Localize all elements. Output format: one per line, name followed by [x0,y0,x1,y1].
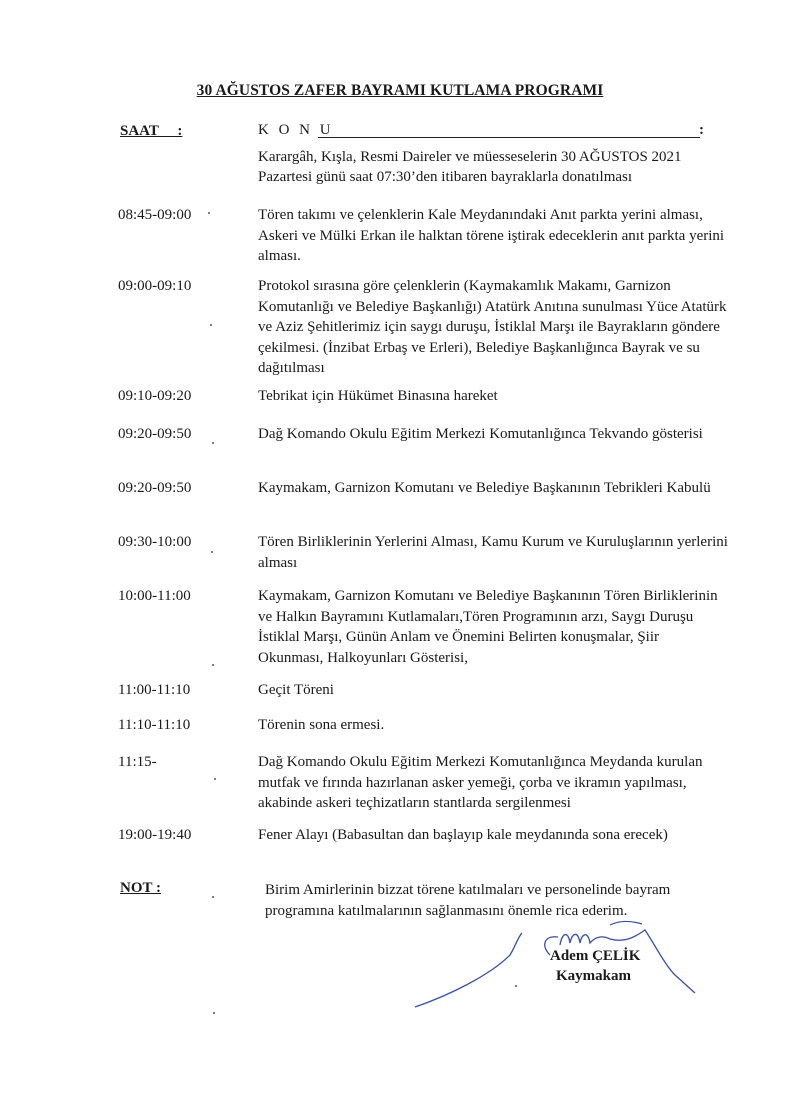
scan-speck [515,985,517,987]
signatory-name: Adem ÇELİK [550,948,641,964]
schedule-time: 08:45-09:00 [118,207,192,223]
scan-speck [208,212,210,214]
signatory-title: Kaymakam [556,968,631,984]
topic-header-underline [318,137,700,138]
signature-scribble [410,915,710,1015]
schedule-description: Geçit Töreni [258,682,334,698]
schedule-time: 09:20-09:50 [118,426,192,442]
schedule-description: Kaymakam, Garnizon Komutanı ve Belediye Başkanının Tören Birliklerinin ve Halkın Bayramını Kutlamaları,Tören Programının arzı, Saygı Duruşu İstiklal Marşı, Günün Anlam ve Önemini Belirten konuşmalar, Şiir Okunması, Halkoyunları Gösterisi, [258,588,718,666]
schedule-description: Tören Birliklerinin Yerlerini Alması, Kamu Kurum ve Kuruluşlarının yerlerini alması [258,534,728,571]
topic-column-header: K O N U [258,122,334,138]
schedule-time: 09:00-09:10 [118,278,192,294]
schedule-time: 11:10-11:10 [118,717,191,733]
schedule-description: Dağ Komando Okulu Eğitim Merkezi Komutanlığınca Meydanda kurulan mutfak ve fırında hazırlanan asker yemeği, çorba ve ikramın yapılması, akabinde askeri teçhizatların stantlarda sergilenmesi [258,754,703,811]
scan-speck [214,778,216,780]
schedule-description: Tebrikat için Hükümet Binasına hareket [258,388,498,404]
scan-speck [212,896,214,898]
topic-header-colon: : [699,122,704,138]
schedule-description: Fener Alayı (Babasultan dan başlayıp kale meydanında sona erecek) [258,827,668,843]
intro-paragraph: Karargâh, Kışla, Resmi Daireler ve müesseselerin 30 AĞUSTOS 2021 Pazartesi günü saat 07:30’den itibaren bayraklarla donatılması [258,149,682,185]
scan-speck [211,551,213,553]
scan-speck [210,324,212,326]
time-column-header: SAAT : [120,123,183,139]
page-title: 30 AĞUSTOS ZAFER BAYRAMI KUTLAMA PROGRAMI [196,82,604,99]
note-label: NOT : [120,880,161,896]
scan-speck [212,442,214,444]
schedule-time: 19:00-19:40 [118,827,192,843]
schedule-time: 09:20-09:50 [118,480,192,496]
schedule-description: Tören takımı ve çelenklerin Kale Meydanındaki Anıt parkta yerini alması, Askeri ve Mülki Erkan ile halktan törene iştirak edeceklerin anıt parkta yerini alması. [258,207,725,264]
scan-speck [213,1012,215,1014]
schedule-description: Dağ Komando Okulu Eğitim Merkezi Komutanlığınca Tekvando gösterisi [258,426,703,442]
schedule-time: 09:10-09:20 [118,388,192,404]
schedule-time: 11:00-11:10 [118,682,191,698]
schedule-description: Törenin sona ermesi. [258,717,385,733]
schedule-description: Protokol sırasına göre çelenklerin (Kaymakamlık Makamı, Garnizon Komutanlığı ve Belediye Başkanlığı) Atatürk Anıtına sunulması Yüce Atatürk ve Aziz Şehitlerimiz için saygı duruşu, İstiklal Marşı ile Bayrakların göndere çekilmesi. (İnzibat Erbaş ve Erleri), Belediye Başkanlığınca Bayrak ve su dağıtılması [258,278,727,376]
schedule-description: Kaymakam, Garnizon Komutanı ve Belediye Başkanının Tebrikleri Kabulü [258,480,711,496]
schedule-time: 11:15- [118,754,157,770]
note-text: Birim Amirlerinin bizzat törene katılmaları ve personelinde bayram programına katılmalarının sağlanmasını önemle rica ederim. [265,882,671,919]
schedule-time: 10:00-11:00 [118,588,191,604]
scan-speck [212,664,214,666]
schedule-time: 09:30-10:00 [118,534,192,550]
